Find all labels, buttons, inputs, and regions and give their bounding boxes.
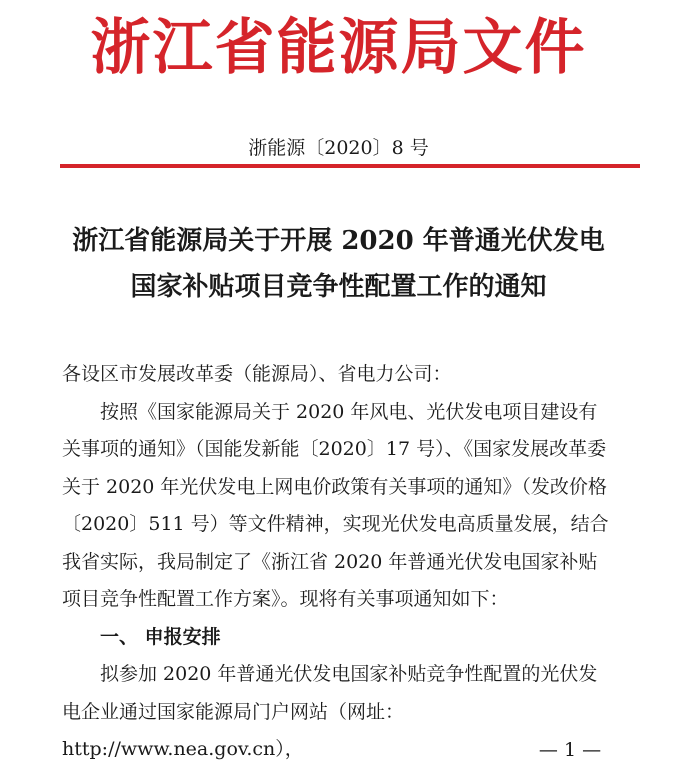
body-line: 拟参加 2020 年普通光伏发电国家补贴竞争性配置的光伏发 xyxy=(100,663,598,685)
notice-title xyxy=(40,218,637,310)
notice-title-line: 浙江省能源局关于开展 2020 年普通光伏发电 xyxy=(72,226,605,256)
section-heading: 一、 申报安排 xyxy=(100,625,221,648)
header-red-rule xyxy=(60,164,640,168)
salutation: 各设区市发展改革委（能源局）、省电力公司： xyxy=(62,363,452,385)
body-line: 关于 2020 年光伏发电上网电价政策有关事项的通知》（发改价格 xyxy=(62,475,607,498)
document-body xyxy=(62,356,642,769)
body-line: 关事项的通知》（国能发新能〔2020〕17 号）、《国家发展改革委 xyxy=(62,438,607,460)
document-header-title: 浙江省能源局文件 xyxy=(90,13,587,83)
body-line: 我省实际，我局制定了《浙江省 2020 年普通光伏发电国家补贴 xyxy=(62,550,598,573)
notice-title-line: 国家补贴项目竞争性配置工作的通知 xyxy=(130,272,547,302)
document-number: 浙能源〔2020〕8 号 xyxy=(248,137,429,159)
body-line: 〔2020〕511 号）等文件精神，实现光伏发电高质量发展，结合 xyxy=(62,513,609,535)
page-number: — 1 — xyxy=(538,739,602,761)
body-line: 电企业通过国家能源局门户网站（网址：http://www.nea.gov.cn）， xyxy=(62,700,405,760)
body-line: 项目竞争性配置工作方案》。现将有关事项通知如下： xyxy=(62,588,509,610)
body-line: 按照《国家能源局关于 2020 年风电、光伏发电项目建设有 xyxy=(100,400,598,423)
